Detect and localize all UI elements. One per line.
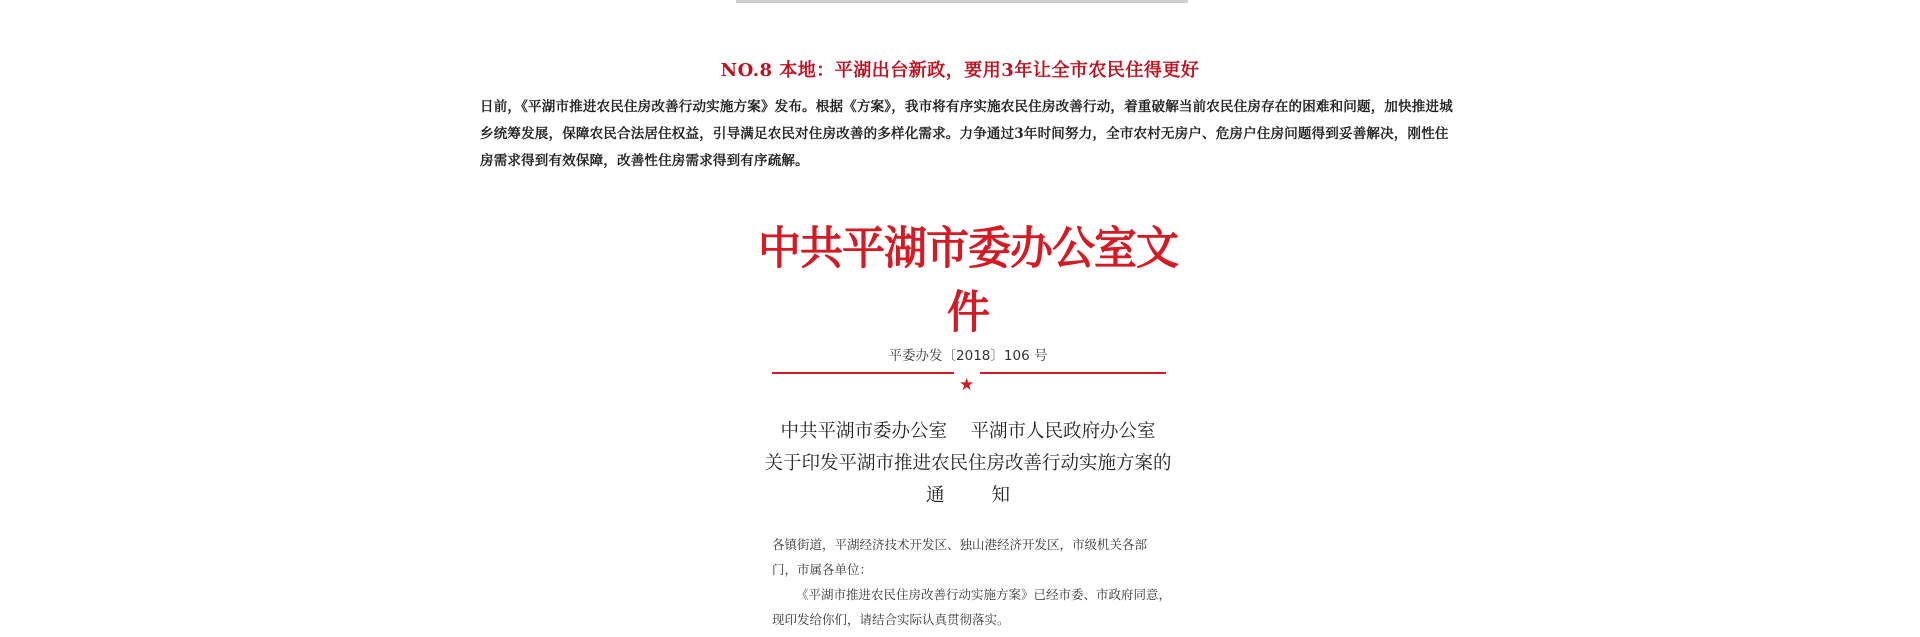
top-divider [736, 0, 1188, 3]
red-rule-right [980, 372, 1166, 374]
document-image [758, 196, 1178, 637]
red-rule-left [772, 372, 954, 374]
star-icon: ★ [959, 375, 975, 395]
document-body-line: 各镇街道，平湖经济技术开发区、独山港经济开发区，市级机关各部 [772, 537, 1148, 552]
document-body-line: 现印发给你们，请结合实际认真贯彻落实。 [772, 612, 1010, 627]
document-header: 中共平湖市委办公室文件 [758, 222, 1178, 339]
article-body: 日前，《平湖市推进农民住房改善行动实施方案》发布。根据《方案》，我市将有序实施农民住房改善行动，着重破解当前农民住房存在的困难和问题，加快推进城乡统筹发展，保障农民合法居住权益，引导满足农民对住房改善的多样化需求。力争通过3年时间努力，全市农村无房户、危房户住房问题得到妥善解决，刚性住房需求得到有效保障，改善性住房需求得到有序疏解。 [480, 99, 1453, 169]
document-heading-line: 关于印发平湖市推进农民住房改善行动实施方案的 [764, 453, 1172, 474]
document-heading [758, 416, 1178, 512]
document-heading-line: 中共平湖市委办公室 平湖市人民政府办公室 [780, 421, 1156, 442]
article-title: NO.8 本地：平湖出台新政，要用3年让全市农民住得更好 [720, 60, 1200, 81]
document-number: 平委办发〔2018〕106 号 [888, 348, 1048, 364]
document-heading-line: 通 知 [925, 485, 1011, 506]
document-body [772, 532, 1172, 632]
document-body-line: 《平湖市推进农民住房改善行动实施方案》已经市委、市政府同意， [796, 587, 1172, 602]
document-body-line: 门，市属各单位： [772, 562, 873, 577]
